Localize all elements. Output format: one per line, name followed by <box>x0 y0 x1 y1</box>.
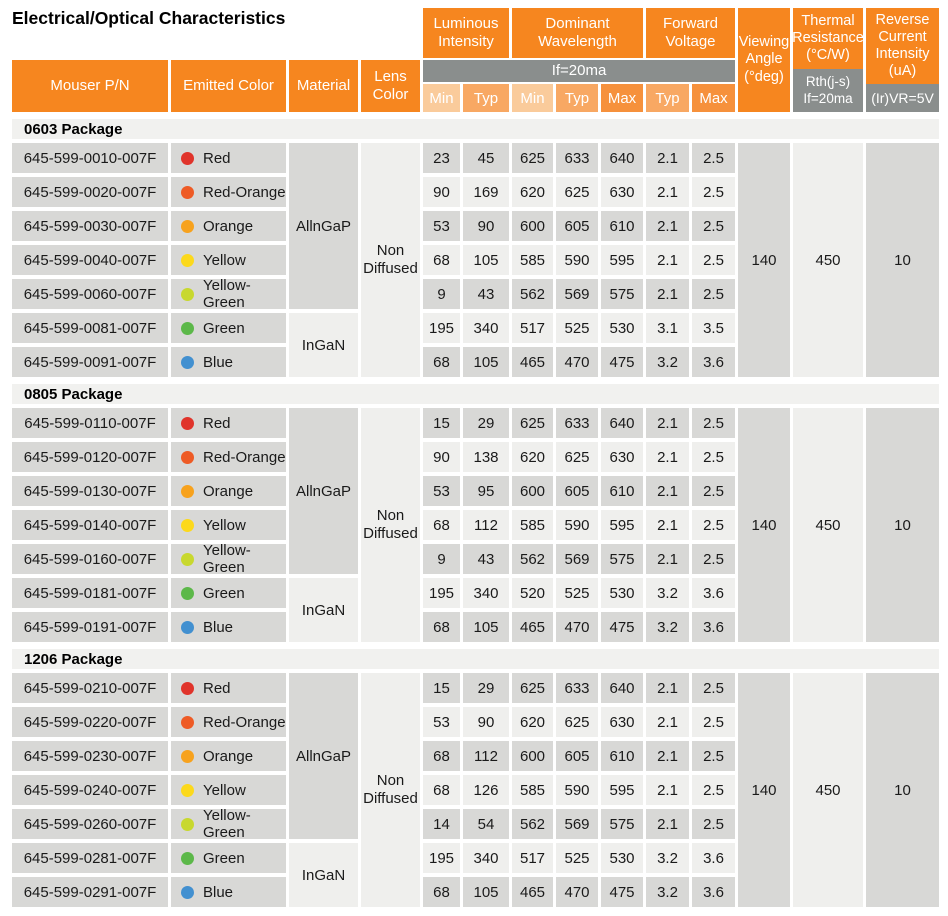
emitted-color-cell <box>171 177 286 207</box>
material-cell: AllnGaP <box>289 673 358 839</box>
emitted-color-label: Yellow-Green <box>203 542 251 576</box>
value-cell: 68 <box>423 245 460 275</box>
column-header-mouser-pn: Mouser P/N <box>12 60 168 112</box>
emitted-color-cell <box>171 510 286 540</box>
value-cell: 2.5 <box>692 177 735 207</box>
value-cell: 105 <box>463 877 509 907</box>
emitted-color-cell <box>171 347 286 377</box>
value-cell: 525 <box>556 313 598 343</box>
color-dot <box>181 254 194 267</box>
color-dot <box>181 818 194 831</box>
pn-cell: 645-599-0220-007F <box>12 707 168 737</box>
value-cell: 585 <box>512 775 553 805</box>
value-cell: 2.5 <box>692 775 735 805</box>
value-cell: 620 <box>512 442 553 472</box>
value-cell: 105 <box>463 245 509 275</box>
value-cell: 530 <box>601 578 643 608</box>
value-cell: 14 <box>423 809 460 839</box>
lens-color-cell: Non Diffused <box>361 408 420 642</box>
value-cell: 465 <box>512 877 553 907</box>
value-cell: 2.1 <box>646 775 689 805</box>
column-header-thermal-resistance <box>793 8 863 112</box>
pn-cell: 645-599-0030-007F <box>12 211 168 241</box>
value-cell: 3.6 <box>692 843 735 873</box>
value-cell: 470 <box>556 877 598 907</box>
value-cell: 3.6 <box>692 578 735 608</box>
value-cell: 68 <box>423 877 460 907</box>
reverse-current-cell: 10 <box>866 408 939 642</box>
package-section-header <box>12 119 939 139</box>
pn-cell: 645-599-0060-007F <box>12 279 168 309</box>
value-cell: 605 <box>556 741 598 771</box>
emitted-color-label: Red-Orange <box>203 713 286 731</box>
material-cell: InGaN <box>289 843 358 907</box>
value-cell: 105 <box>463 347 509 377</box>
emitted-color-label: Orange <box>203 482 254 500</box>
emitted-color-label: Red <box>203 679 231 697</box>
color-dot <box>181 750 194 763</box>
pn-cell: 645-599-0230-007F <box>12 741 168 771</box>
emitted-color-label: Yellow <box>203 781 246 799</box>
emitted-color-label: Orange <box>203 747 254 765</box>
color-dot <box>181 682 194 695</box>
value-cell: 625 <box>512 408 553 438</box>
pn-cell: 645-599-0191-007F <box>12 612 168 642</box>
emitted-color-cell <box>171 741 286 771</box>
value-cell: 3.5 <box>692 313 735 343</box>
value-cell: 595 <box>601 245 643 275</box>
color-dot <box>181 322 194 335</box>
emitted-color-label: Yellow-Green <box>203 277 251 311</box>
emitted-color-label: Green <box>203 584 245 602</box>
emitted-color-cell <box>171 612 286 642</box>
value-cell: 340 <box>463 843 509 873</box>
value-cell: 2.1 <box>646 510 689 540</box>
color-dot <box>181 356 194 369</box>
value-cell: 562 <box>512 279 553 309</box>
column-header-emitted-color: Emitted Color <box>171 60 286 112</box>
value-cell: 620 <box>512 177 553 207</box>
pn-cell: 645-599-0260-007F <box>12 809 168 839</box>
column-group-dominant-wavelength: Dominant Wavelength <box>512 8 643 58</box>
value-cell: 625 <box>556 177 598 207</box>
subcol-luminous-typ: Typ <box>463 84 509 112</box>
column-group-luminous-intensity: Luminous Intensity <box>423 8 509 58</box>
emitted-color-cell <box>171 211 286 241</box>
value-cell: 575 <box>601 809 643 839</box>
value-cell: 2.5 <box>692 211 735 241</box>
value-cell: 525 <box>556 578 598 608</box>
emitted-color-cell <box>171 442 286 472</box>
emitted-color-cell <box>171 877 286 907</box>
value-cell: 2.5 <box>692 143 735 173</box>
lens-color-cell: Non Diffused <box>361 673 420 907</box>
emitted-color-label: Yellow <box>203 251 246 269</box>
column-header-reverse-current <box>866 8 939 112</box>
pn-cell: 645-599-0291-007F <box>12 877 168 907</box>
emitted-color-cell <box>171 843 286 873</box>
package-section-label: 1206 Package <box>24 650 123 668</box>
value-cell: 95 <box>463 476 509 506</box>
reverse-current-cell: 10 <box>866 143 939 377</box>
value-cell: 575 <box>601 279 643 309</box>
emitted-color-label: Red-Orange <box>203 448 286 466</box>
value-cell: 475 <box>601 347 643 377</box>
color-dot <box>181 852 194 865</box>
value-cell: 3.1 <box>646 313 689 343</box>
value-cell: 517 <box>512 313 553 343</box>
value-cell: 610 <box>601 476 643 506</box>
value-cell: 530 <box>601 843 643 873</box>
pn-cell: 645-599-0210-007F <box>12 673 168 703</box>
value-cell: 195 <box>423 578 460 608</box>
value-cell: 640 <box>601 408 643 438</box>
value-cell: 2.1 <box>646 143 689 173</box>
value-cell: 2.1 <box>646 408 689 438</box>
value-cell: 68 <box>423 612 460 642</box>
color-dot <box>181 587 194 600</box>
value-cell: 625 <box>556 442 598 472</box>
value-cell: 585 <box>512 510 553 540</box>
emitted-color-cell <box>171 143 286 173</box>
value-cell: 68 <box>423 510 460 540</box>
value-cell: 605 <box>556 211 598 241</box>
emitted-color-label: Green <box>203 319 245 337</box>
package-table <box>12 673 939 907</box>
value-cell: 43 <box>463 279 509 309</box>
value-cell: 625 <box>556 707 598 737</box>
thermal-resistance-cell: 450 <box>793 673 863 907</box>
value-cell: 2.1 <box>646 476 689 506</box>
value-cell: 2.5 <box>692 245 735 275</box>
value-cell: 630 <box>601 707 643 737</box>
emitted-color-label: Blue <box>203 353 234 371</box>
value-cell: 169 <box>463 177 509 207</box>
pn-cell: 645-599-0081-007F <box>12 313 168 343</box>
value-cell: 625 <box>512 143 553 173</box>
emitted-color-cell <box>171 408 286 438</box>
value-cell: 633 <box>556 673 598 703</box>
value-cell: 525 <box>556 843 598 873</box>
column-header-viewing-angle: Viewing Angle (°deg) <box>738 8 790 112</box>
color-dot <box>181 784 194 797</box>
value-cell: 53 <box>423 211 460 241</box>
color-dot <box>181 152 194 165</box>
emitted-color-label: Blue <box>203 883 234 901</box>
column-header-material: Material <box>289 60 358 112</box>
column-group-forward-voltage: Forward Voltage <box>646 8 735 58</box>
value-cell: 68 <box>423 775 460 805</box>
value-cell: 9 <box>423 544 460 574</box>
value-cell: 590 <box>556 775 598 805</box>
pn-cell: 645-599-0040-007F <box>12 245 168 275</box>
value-cell: 595 <box>601 775 643 805</box>
pn-cell: 645-599-0010-007F <box>12 143 168 173</box>
viewing-angle-cell: 140 <box>738 673 790 907</box>
thermal-resistance-label: Thermal Resistance (°C/W) <box>792 12 864 64</box>
color-dot <box>181 886 194 899</box>
color-dot <box>181 485 194 498</box>
value-cell: 2.5 <box>692 510 735 540</box>
package-sections <box>12 119 939 907</box>
value-cell: 590 <box>556 245 598 275</box>
value-cell: 2.5 <box>692 673 735 703</box>
emitted-color-label: Orange <box>203 217 254 235</box>
value-cell: 569 <box>556 544 598 574</box>
value-cell: 2.5 <box>692 707 735 737</box>
package-table <box>12 408 939 642</box>
page-title: Electrical/Optical Characteristics <box>12 8 286 28</box>
emitted-color-cell <box>171 245 286 275</box>
value-cell: 9 <box>423 279 460 309</box>
emitted-color-label: Red <box>203 149 231 167</box>
value-cell: 520 <box>512 578 553 608</box>
value-cell: 3.6 <box>692 612 735 642</box>
value-cell: 340 <box>463 578 509 608</box>
package-section-label: 0805 Package <box>24 385 123 403</box>
value-cell: 640 <box>601 143 643 173</box>
pn-cell: 645-599-0160-007F <box>12 544 168 574</box>
emitted-color-label: Blue <box>203 618 234 636</box>
value-cell: 630 <box>601 177 643 207</box>
value-cell: 633 <box>556 408 598 438</box>
emitted-color-cell <box>171 707 286 737</box>
value-cell: 53 <box>423 476 460 506</box>
column-header-lens-color: Lens Color <box>361 60 420 112</box>
value-cell: 15 <box>423 673 460 703</box>
value-cell: 68 <box>423 741 460 771</box>
color-dot <box>181 417 194 430</box>
value-cell: 562 <box>512 544 553 574</box>
value-cell: 2.5 <box>692 408 735 438</box>
pn-cell: 645-599-0091-007F <box>12 347 168 377</box>
lens-color-cell: Non Diffused <box>361 143 420 377</box>
emitted-color-cell <box>171 809 286 839</box>
pn-cell: 645-599-0020-007F <box>12 177 168 207</box>
value-cell: 517 <box>512 843 553 873</box>
value-cell: 2.1 <box>646 809 689 839</box>
emitted-color-cell <box>171 544 286 574</box>
value-cell: 23 <box>423 143 460 173</box>
value-cell: 3.6 <box>692 877 735 907</box>
subcol-wavelength-typ: Typ <box>556 84 598 112</box>
pn-cell: 645-599-0281-007F <box>12 843 168 873</box>
subcol-voltage-max: Max <box>692 84 735 112</box>
reverse-current-condition: (Ir)VR=5V <box>866 84 939 112</box>
value-cell: 605 <box>556 476 598 506</box>
emitted-color-cell <box>171 313 286 343</box>
value-cell: 15 <box>423 408 460 438</box>
value-cell: 2.5 <box>692 442 735 472</box>
emitted-color-cell <box>171 476 286 506</box>
color-dot <box>181 621 194 634</box>
value-cell: 630 <box>601 442 643 472</box>
value-cell: 625 <box>512 673 553 703</box>
value-cell: 2.1 <box>646 245 689 275</box>
pn-cell: 645-599-0110-007F <box>12 408 168 438</box>
value-cell: 195 <box>423 843 460 873</box>
thermal-resistance-cell: 450 <box>793 143 863 377</box>
value-cell: 600 <box>512 741 553 771</box>
value-cell: 562 <box>512 809 553 839</box>
value-cell: 2.5 <box>692 279 735 309</box>
reverse-current-label: Reverse Current Intensity (uA) <box>875 11 930 80</box>
value-cell: 2.1 <box>646 279 689 309</box>
subcol-luminous-min: Min <box>423 84 460 112</box>
viewing-angle-cell: 140 <box>738 408 790 642</box>
value-cell: 90 <box>423 177 460 207</box>
emitted-color-cell <box>171 775 286 805</box>
value-cell: 105 <box>463 612 509 642</box>
value-cell: 585 <box>512 245 553 275</box>
value-cell: 590 <box>556 510 598 540</box>
value-cell: 475 <box>601 877 643 907</box>
package-section-header <box>12 649 939 669</box>
subcol-voltage-typ: Typ <box>646 84 689 112</box>
value-cell: 90 <box>423 442 460 472</box>
emitted-color-label: Yellow <box>203 516 246 534</box>
color-dot <box>181 553 194 566</box>
value-cell: 470 <box>556 347 598 377</box>
value-cell: 2.5 <box>692 741 735 771</box>
value-cell: 2.1 <box>646 673 689 703</box>
viewing-angle-cell: 140 <box>738 143 790 377</box>
value-cell: 575 <box>601 544 643 574</box>
value-cell: 138 <box>463 442 509 472</box>
emitted-color-cell <box>171 578 286 608</box>
value-cell: 54 <box>463 809 509 839</box>
spec-table <box>12 8 939 907</box>
value-cell: 2.1 <box>646 177 689 207</box>
value-cell: 633 <box>556 143 598 173</box>
pn-cell: 645-599-0181-007F <box>12 578 168 608</box>
value-cell: 620 <box>512 707 553 737</box>
value-cell: 595 <box>601 510 643 540</box>
pn-cell: 645-599-0130-007F <box>12 476 168 506</box>
pn-cell: 645-599-0240-007F <box>12 775 168 805</box>
value-cell: 475 <box>601 612 643 642</box>
value-cell: 112 <box>463 510 509 540</box>
color-dot <box>181 186 194 199</box>
value-cell: 2.1 <box>646 442 689 472</box>
value-cell: 2.1 <box>646 707 689 737</box>
thermal-resistance-cell: 450 <box>793 408 863 642</box>
subcol-wavelength-min: Min <box>512 84 553 112</box>
value-cell: 53 <box>423 707 460 737</box>
value-cell: 3.2 <box>646 347 689 377</box>
emitted-color-label: Red-Orange <box>203 183 286 201</box>
value-cell: 600 <box>512 211 553 241</box>
value-cell: 2.5 <box>692 476 735 506</box>
emitted-color-cell <box>171 279 286 309</box>
emitted-color-cell <box>171 673 286 703</box>
package-table <box>12 143 939 377</box>
thermal-resistance-condition: Rth(j-s) If=20ma <box>793 69 863 112</box>
value-cell: 2.5 <box>692 544 735 574</box>
material-cell: InGaN <box>289 578 358 642</box>
color-dot <box>181 288 194 301</box>
emitted-color-label: Red <box>203 414 231 432</box>
value-cell: 29 <box>463 673 509 703</box>
value-cell: 3.2 <box>646 877 689 907</box>
value-cell: 3.2 <box>646 612 689 642</box>
value-cell: 2.1 <box>646 211 689 241</box>
value-cell: 68 <box>423 347 460 377</box>
value-cell: 465 <box>512 347 553 377</box>
color-dot <box>181 220 194 233</box>
color-dot <box>181 519 194 532</box>
value-cell: 45 <box>463 143 509 173</box>
value-cell: 640 <box>601 673 643 703</box>
value-cell: 610 <box>601 211 643 241</box>
value-cell: 610 <box>601 741 643 771</box>
table-header <box>12 8 939 112</box>
value-cell: 90 <box>463 211 509 241</box>
material-cell: AllnGaP <box>289 143 358 309</box>
pn-cell: 645-599-0140-007F <box>12 510 168 540</box>
value-cell: 43 <box>463 544 509 574</box>
material-cell: AllnGaP <box>289 408 358 574</box>
value-cell: 569 <box>556 279 598 309</box>
value-cell: 569 <box>556 809 598 839</box>
test-condition-bar: If=20ma <box>423 60 735 82</box>
color-dot <box>181 451 194 464</box>
value-cell: 195 <box>423 313 460 343</box>
emitted-color-label: Yellow-Green <box>203 807 251 841</box>
value-cell: 465 <box>512 612 553 642</box>
value-cell: 3.6 <box>692 347 735 377</box>
value-cell: 29 <box>463 408 509 438</box>
pn-cell: 645-599-0120-007F <box>12 442 168 472</box>
value-cell: 470 <box>556 612 598 642</box>
color-dot <box>181 716 194 729</box>
emitted-color-label: Green <box>203 849 245 867</box>
value-cell: 530 <box>601 313 643 343</box>
value-cell: 340 <box>463 313 509 343</box>
value-cell: 112 <box>463 741 509 771</box>
package-section-header <box>12 384 939 404</box>
value-cell: 2.5 <box>692 809 735 839</box>
value-cell: 126 <box>463 775 509 805</box>
value-cell: 3.2 <box>646 843 689 873</box>
reverse-current-cell: 10 <box>866 673 939 907</box>
package-section-label: 0603 Package <box>24 120 123 138</box>
value-cell: 90 <box>463 707 509 737</box>
value-cell: 3.2 <box>646 578 689 608</box>
material-cell: InGaN <box>289 313 358 377</box>
value-cell: 2.1 <box>646 741 689 771</box>
value-cell: 2.1 <box>646 544 689 574</box>
subcol-wavelength-max: Max <box>601 84 643 112</box>
value-cell: 600 <box>512 476 553 506</box>
